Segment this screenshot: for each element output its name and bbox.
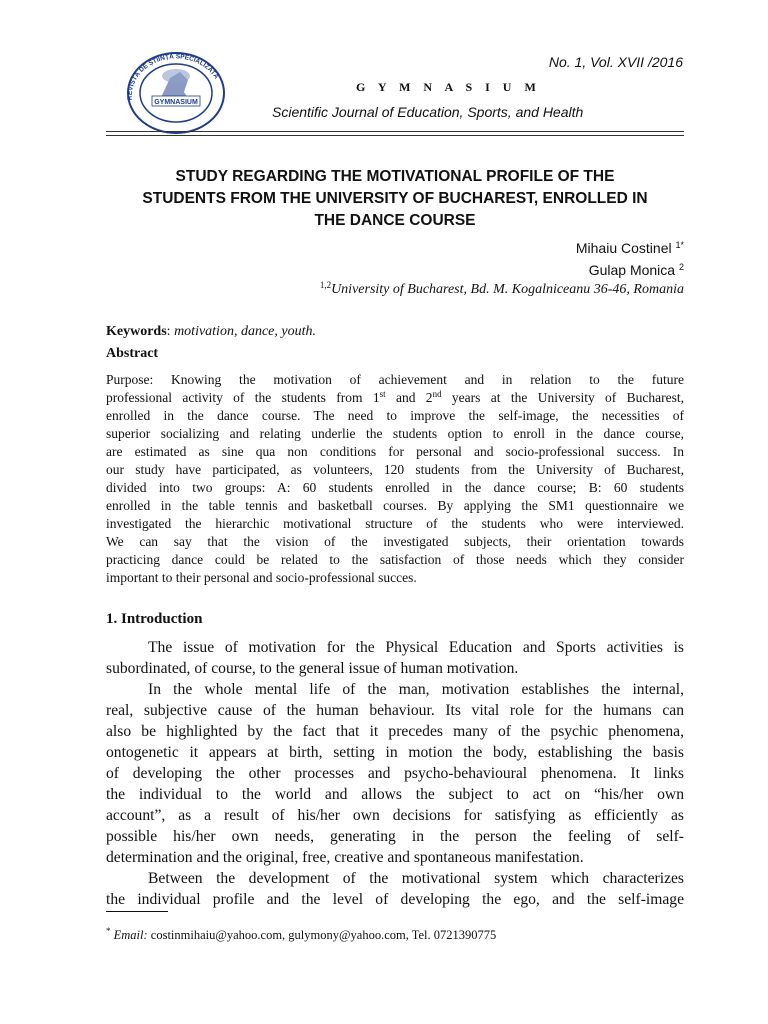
body-line: also be highlighted by the fact that it precedes many of the psychic phenomena, (106, 723, 684, 740)
body-line: determination and the original, free, creative and spontaneous manifestation. (106, 849, 584, 866)
title-line: THE DANCE COURSE (314, 212, 476, 229)
logo-center-text: GYMNASIUM (154, 99, 198, 106)
abstract-line: Purpose: Knowing the motivation of achievement and in relation to the future (106, 372, 684, 387)
footnote-rule (106, 911, 168, 912)
header-rule (106, 131, 684, 132)
journal-name: G Y M N A S I U M (356, 80, 541, 94)
author: Mihaiu Costinel $^{1*}$ (575, 240, 684, 256)
affiliation: $^{1,2}$University of Bucharest, Bd. M. Kogalniceanu 36-46, Romania (319, 280, 684, 297)
body-line: the individual profile and the level of developing the ego, and the self-image (106, 891, 684, 908)
abstract-line: important to their personal and socio-professional succes. (106, 570, 417, 585)
journal-subtitle: Scientific Journal of Education, Sports, and Health (272, 104, 584, 120)
header-rule (106, 135, 684, 136)
section-heading: 1. Introduction (106, 611, 203, 627)
footnote: * Email: costinmihaiu@yahoo.com, gulymony@yahoo.com, Tel. 0721390775 (106, 926, 497, 942)
keywords: Keywords: motivation, dance, youth. (106, 324, 316, 339)
body-line: possible his/her own needs, generating in the person the feeling of self- (106, 828, 684, 845)
abstract-line: are estimated as sine qua non conditions for personal and socio-professional success. In (106, 444, 684, 459)
abstract-line: investigated the hierarchic motivational structure of the students who were interviewed. (106, 516, 684, 531)
abstract-line: enrolled in the dance course. The need to improve the self-image, the necessities of (106, 408, 684, 423)
logo-ring-text: REVISTĂ DE ȘTIINȚĂ SPECIALIZATĂ (126, 53, 220, 101)
abstract-line: our study have participated, as volunteers, 120 students from the University of Bucharest, (106, 462, 684, 477)
journal-logo (118, 48, 234, 134)
body-line: account”, as a result of his/her own decisions for satisfying as efficiently as (106, 807, 684, 824)
issue-number: No. 1, Vol. XVII /2016 (548, 54, 683, 70)
title-line: STUDENTS FROM THE UNIVERSITY OF BUCHAREST, ENROLLED IN (142, 190, 648, 207)
paper-title (86, 166, 704, 232)
body-line: ontogenetic it appears at birth, setting in motion the body, establishing the basis (106, 744, 684, 761)
title-line: STUDY REGARDING THE MOTIVATIONAL PROFILE OF THE (175, 168, 615, 185)
body-line: Between the development of the motivational system which characterizes (148, 870, 684, 887)
abstract-heading: Abstract (106, 346, 159, 361)
body-line: The issue of motivation for the Physical Education and Sports activities is (148, 639, 684, 656)
body-line: of developing the other processes and psycho-behavioural phenomena. It links (106, 765, 684, 782)
abstract-line: superior socializing and relating underlie the students option to enroll in the dance course, (106, 426, 684, 441)
abstract-line: divided into two groups: A: 60 students enrolled in the dance course; B: 60 students (106, 480, 684, 495)
body-line: subordinated, of course, to the general issue of human motivation. (106, 660, 519, 677)
body-line: real, subjective cause of the human behaviour. Its vital role for the humans can (106, 702, 684, 719)
abstract-line: professional activity of the students from 1st and 2nd years at the University of Bucharest, (106, 389, 685, 405)
author: Gulap Monica $^2$ (588, 262, 684, 278)
body-line: In the whole mental life of the man, motivation establishes the internal, (148, 681, 684, 698)
abstract-line: enrolled in the table tennis and basketball courses. By applying the SM1 questionnaire we (106, 498, 684, 513)
body-line: the individual to the world and allows the subject to act on “his/her own (106, 786, 684, 803)
abstract-line: practicing dance could be related to the satisfaction of those needs which they consider (106, 552, 684, 567)
abstract-line: We can say that the vision of the investigated subjects, their orientation towards (106, 534, 684, 549)
